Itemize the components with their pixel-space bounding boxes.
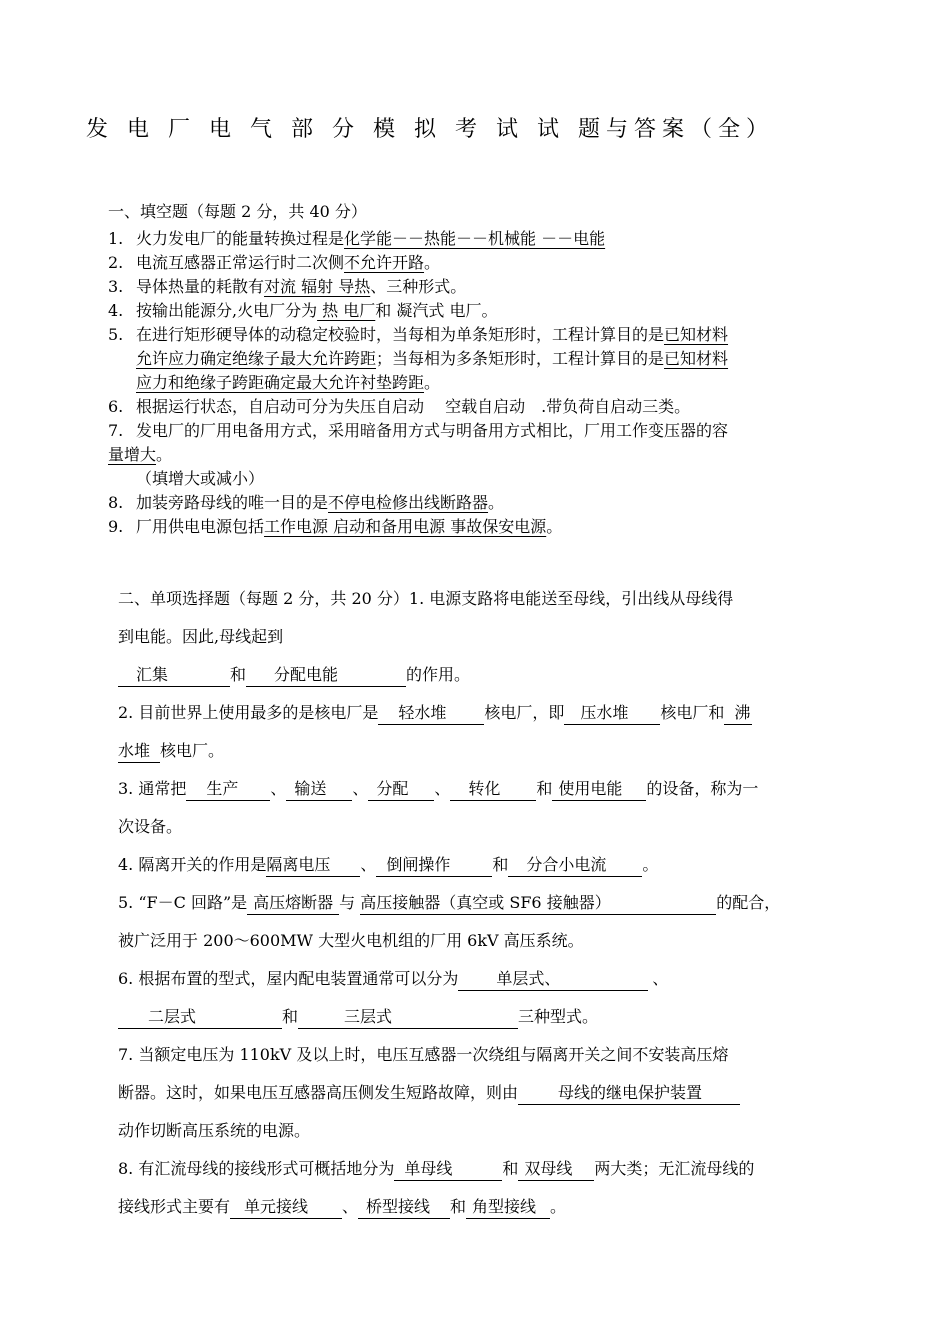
question-6: 6. 根据运行状态，自启动可分为失压自启动 空载自启动 .带负荷自启动三类。 <box>108 397 691 416</box>
question-s4: 4. 隔离开关的作用是隔离电压 、 倒闸操作 和 分合小电流 。 <box>118 846 848 884</box>
answer: 单母线 <box>394 1158 502 1181</box>
answer: 沸 <box>724 702 752 725</box>
answer: 不停电检修出线断路器 <box>328 493 489 512</box>
answer: 已知材料 <box>664 349 729 368</box>
answer: 三层式 <box>298 1006 518 1029</box>
answer: 允许应力确定绝缘子最大允许跨距 <box>136 349 377 368</box>
question-s2: 2. 目前世界上使用最多的是核电厂是 轻水堆 核电厂，即 压水堆 核电厂和 沸 水堆 核电厂。 <box>118 694 848 770</box>
question-s1: 二、单项选择题（每题 2 分，共 20 分）1. 电源支路将电能送至母线，引出线从母线得 到电能。因此,母线起到 汇集 和 分配电能 的作用。 <box>118 580 848 694</box>
answer: 双母线 <box>518 1158 594 1181</box>
answer: 二层式 <box>118 1006 282 1029</box>
answer: 量增大 <box>108 445 157 464</box>
answer: 轻水堆 <box>378 702 484 725</box>
answer: 压水堆 <box>564 702 660 725</box>
answer: 角型接线 <box>466 1196 550 1219</box>
answer: 不允许开路 <box>344 253 425 272</box>
question-s3: 3. 通常把 生产 、 输送 、 分配 、 转化 和 使用电能 的设备，称为一 次设备。 <box>118 779 759 836</box>
answer: 分配 <box>368 778 434 801</box>
answer: 水堆 <box>118 740 160 763</box>
answer: 桥型接线 <box>358 1196 450 1219</box>
answer: 热 电厂 <box>317 301 376 320</box>
question-7-hint: （填增大或减小） <box>136 469 265 488</box>
answer: 工作电源 启动和备用电源 事故保安电源 <box>264 517 547 536</box>
answer: 单层式、 <box>458 968 648 991</box>
question-7: 7. 发电厂的厂用电备用方式，采用暗备用方式与明备用方式相比，厂用工作变压器的容 <box>108 421 729 440</box>
answer: 高压接触器（真空或 SF6 接触器） <box>360 892 716 915</box>
answer: 使用电能 <box>552 778 646 801</box>
question-9: 9. 厂用供电电源包括工作电源 启动和备用电源 事故保安电源。 <box>108 517 563 536</box>
answer: 生产 <box>186 778 270 801</box>
answer: 高压熔断器 <box>247 892 339 915</box>
question-2: 2. 电流互感器正常运行时二次侧不允许开路。 <box>108 253 441 272</box>
question-s7: 7. 当额定电压为 110kV 及以上时，电压互感器一次绕组与隔离开关之间不安装高压熔 断器。这时，如果电压互感器高压侧发生短路故障，则由 母线的继电保护装置 动作切断高压系统的电源。 <box>118 1036 848 1150</box>
answer: 分配电能 <box>246 664 406 687</box>
answer: 输送 <box>286 778 352 801</box>
answer: 倒闸操作 <box>376 854 492 877</box>
answer: 汇集 <box>118 664 230 687</box>
section1-heading: 一、填空题（每题 2 分，共 40 分） <box>108 202 367 221</box>
answer: 母线的继电保护装置 <box>518 1082 740 1105</box>
question-s5: 5. “F－C 回路”是 高压熔断器 与 高压接触器（真空或 SF6 接触器） 的配合， 被广泛用于 200～600MW 大型火电机组的厂用 6kV 高压系统。 <box>118 893 781 950</box>
fill-in-blank-section <box>108 200 848 539</box>
answer: 分合小电流 <box>508 854 642 877</box>
question-4: 4. 按输出能源分,火电厂分为 热 电厂和 凝汽式 电厂。 <box>108 301 498 320</box>
answer: 隔离电压 <box>266 854 360 877</box>
question-5: 5. 在进行矩形硬导体的动稳定校验时，当每相为单条矩形时，工程计算目的是已知材料 允许应力确定绝缘子最大允许跨距；当每相为多条矩形时，工程计算目的是已知材料 应力和绝缘子跨距确定最大允许衬垫跨距。 <box>108 325 729 392</box>
answer: 化学能－－热能－－机械能 －－电能 <box>344 229 606 248</box>
question-3: 3. 导体热量的耗散有对流 辐射 导热、三种形式。 <box>108 277 467 296</box>
page-title: 发 电 厂 电 气 部 分 模 拟 考 试 试 题与答案（全） <box>86 117 774 142</box>
question-s8: 8. 有汇流母线的接线形式可概括地分为 单母线 和 双母线 两大类；无汇流母线的 接线形式主要有 单元接线 、 桥型接线 和 角型接线 。 <box>118 1150 848 1226</box>
answer: 单元接线 <box>230 1196 342 1219</box>
question-8: 8. 加装旁路母线的唯一目的是不停电检修出线断路器。 <box>108 493 505 512</box>
answer: 对流 辐射 导热 <box>264 277 371 296</box>
question-1: 1. 火力发电厂的能量转换过程是化学能－－热能－－机械能 －－电能 <box>108 229 606 248</box>
answer: 应力和绝缘子跨距确定最大允许衬垫跨距 <box>136 373 425 392</box>
answer: 已知材料 <box>664 325 729 344</box>
single-choice-section <box>118 580 848 1226</box>
answer: 凝汽式 电厂 <box>396 301 482 320</box>
question-s6: 6. 根据布置的型式，屋内配电装置通常可以分为 单层式、 、 二层式 和 三层式 三种型式。 <box>118 960 848 1036</box>
answer: 转化 <box>450 778 536 801</box>
question-7-continuation: 量增大。 <box>108 445 173 464</box>
